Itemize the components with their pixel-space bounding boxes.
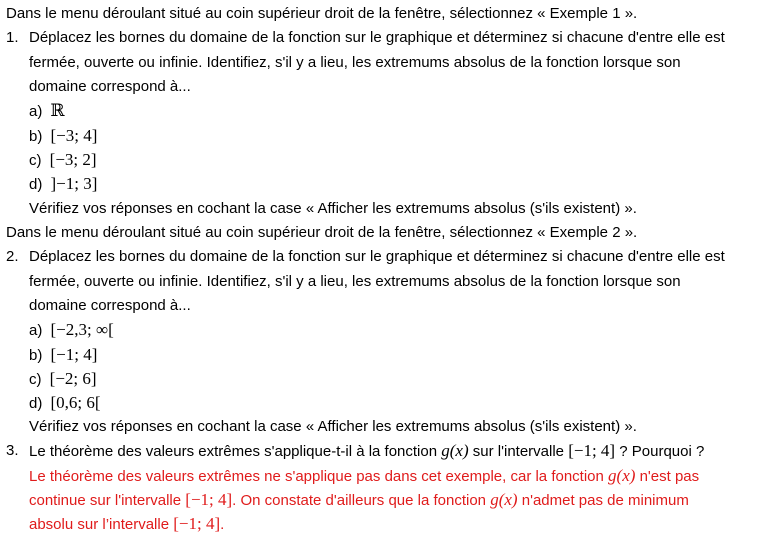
item-math: [0,6; 6[ xyxy=(50,393,101,412)
function-g: g(x) xyxy=(441,441,469,460)
question-1-verify: Vérifiez vos réponses en cochant la case « Afficher les extremums absolus (s'ils existent) ». xyxy=(29,200,637,217)
text: continue sur l'intervalle xyxy=(29,492,186,509)
interval: [−1; 4] xyxy=(185,490,233,509)
item-label: c) xyxy=(29,152,42,169)
answer-3-line-3 xyxy=(29,512,224,536)
text: . On constate d'ailleurs que la fonction xyxy=(232,492,491,509)
question-2-line-2: fermée, ouverte ou infinie. Identifiez, s'il y a lieu, les extremums absolus de la fonction lorsque son xyxy=(29,273,681,290)
text: n'est pas xyxy=(635,468,700,485)
function-g: g(x) xyxy=(490,490,518,509)
item-label: c) xyxy=(29,371,42,388)
text: ? Pourquoi ? xyxy=(615,443,705,460)
question-2-item-b xyxy=(29,343,97,367)
text: Le théorème des valeurs extrêmes s'applique-t-il à la fonction xyxy=(29,443,442,460)
item-label: b) xyxy=(29,128,43,145)
item-label: b) xyxy=(29,347,43,364)
question-2-number: 2. xyxy=(6,248,19,265)
function-g: g(x) xyxy=(608,466,636,485)
item-math: [−2; 6] xyxy=(49,369,97,388)
text: absolu sur l’intervalle xyxy=(29,516,174,533)
question-1-line-1: Déplacez les bornes du domaine de la fonction sur le graphique et déterminez si chacune d'entre elle est xyxy=(29,29,725,46)
question-1-item-b xyxy=(29,124,97,148)
item-label: a) xyxy=(29,103,43,120)
question-2-item-a xyxy=(29,318,114,342)
intro-example-1: Dans le menu déroulant situé au coin supérieur droit de la fenêtre, sélectionnez « Exemple 1 ». xyxy=(6,5,638,22)
question-1-item-d xyxy=(29,172,97,196)
item-math: [−3; 2] xyxy=(49,150,97,169)
question-2-verify: Vérifiez vos réponses en cochant la case « Afficher les extremums absolus (s'ils existent) ». xyxy=(29,418,637,435)
question-2-line-1: Déplacez les bornes du domaine de la fonction sur le graphique et déterminez si chacune d'entre elle est xyxy=(29,248,725,265)
item-math: ℝ xyxy=(50,101,65,120)
item-label: d) xyxy=(29,395,43,412)
question-1-number: 1. xyxy=(6,29,19,46)
text: . xyxy=(220,516,225,533)
text: n'admet pas de minimum xyxy=(517,492,689,509)
intro-example-2: Dans le menu déroulant situé au coin supérieur droit de la fenêtre, sélectionnez « Exemple 2 ». xyxy=(6,224,638,241)
item-math: [−1; 4] xyxy=(50,345,98,364)
item-math: ]−1; 3] xyxy=(50,174,98,193)
text: Le théorème des valeurs extrêmes ne s'applique pas dans cet exemple, car la fonction xyxy=(29,468,609,485)
answer-3-line-1 xyxy=(29,464,699,488)
item-math: [−3; 4] xyxy=(50,126,98,145)
question-1-line-3: domaine correspond à... xyxy=(29,78,191,95)
text: sur l'intervalle xyxy=(468,443,569,460)
question-2-item-d xyxy=(29,391,101,415)
question-2-line-3: domaine correspond à... xyxy=(29,297,191,314)
item-label: d) xyxy=(29,176,43,193)
question-3-text xyxy=(29,439,704,463)
item-math: [−2,3; ∞[ xyxy=(50,320,114,339)
question-1-item-a xyxy=(29,99,65,123)
interval: [−1; 4] xyxy=(173,514,221,533)
question-3-number: 3. xyxy=(6,442,19,459)
question-2-item-c xyxy=(29,367,97,391)
interval: [−1; 4] xyxy=(568,441,616,460)
answer-3-line-2 xyxy=(29,488,689,512)
item-label: a) xyxy=(29,322,43,339)
question-1-line-2: fermée, ouverte ou infinie. Identifiez, s'il y a lieu, les extremums absolus de la fonction lorsque son xyxy=(29,54,681,71)
question-1-item-c xyxy=(29,148,97,172)
